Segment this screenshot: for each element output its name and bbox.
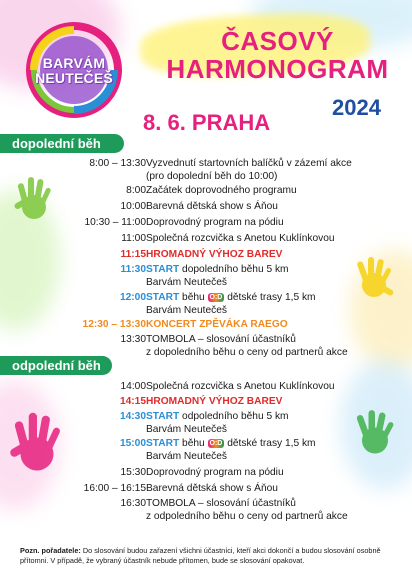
row-time: 10:30 – 11:00: [84, 217, 146, 228]
row-time: 10:00: [120, 201, 146, 212]
row-time: 8:00 – 13:30: [89, 158, 146, 169]
row-desc: KONCERT ZPĚVÁKA RAEGO: [146, 319, 288, 330]
row-time: 11:00: [121, 233, 146, 244]
event-date: 8. 6. PRAHA: [143, 110, 271, 135]
row-desc: TOMBOLA – slosování účastníků z dopoledního běhu o ceny od partnerů akce: [146, 334, 348, 358]
row-desc: Doprovodný program na pódiu: [146, 467, 284, 478]
start-label: START: [146, 264, 180, 275]
row-time: 13:30: [120, 334, 146, 345]
section-header-morning: dopolední běh: [0, 134, 124, 153]
row-time: 16:30: [120, 498, 146, 509]
row-time: 15:00: [119, 438, 146, 449]
row-time: 16:00 – 16:15: [83, 483, 146, 494]
row-desc: TOMBOLA – slosování účastníků z odpoledního běhu o ceny od partnerů akce: [146, 498, 348, 522]
note-label: Pozn. pořadatele:: [20, 546, 81, 555]
row-time: 14:30: [119, 411, 146, 422]
title-line-1: ČASOVÝ: [221, 26, 334, 56]
row-desc: START dopoledního běhu 5 km Barvám Neutečeš: [146, 264, 289, 288]
section-header-afternoon: odpolední běh: [0, 356, 112, 375]
row-time: 12:00: [119, 292, 146, 303]
start-label: START: [146, 438, 180, 449]
row-desc: START běhu O:D dětské trasy 1,5 km Barvám Neutečeš: [146, 292, 316, 316]
title-line-2: HARMONOGRAM: [166, 54, 389, 84]
row-time: 11:30: [120, 264, 146, 275]
row-desc: Barevná dětská show s Áňou: [146, 483, 278, 494]
row-desc: Společná rozcvička s Anetou Kuklínkovou: [146, 381, 335, 392]
row-time: 14:00: [120, 381, 146, 392]
row-desc: Začátek doprovodného programu: [146, 185, 297, 196]
green-handprint-icon: [12, 175, 56, 223]
row-desc: START odpoledního běhu 5 km Barvám Neutečeš: [146, 411, 289, 435]
logo-line-2: NEUTEČEŠ: [35, 70, 113, 86]
event-year: 2024: [332, 95, 381, 120]
start-label: START: [146, 411, 180, 422]
row-time: 14:15: [119, 396, 146, 407]
od-badge-icon: O:D: [209, 440, 223, 447]
note-text: Do slosování budou zařazení všichni účastníci, kteří akci dokončí a budou slosování osobně přítomni. V případě, že vybraný účastník nebude přítomen, bude se slosování opakovat.: [20, 546, 381, 565]
row-desc: Barevná dětská show s Áňou: [146, 201, 278, 212]
row-desc: Doprovodný program na pódiu: [146, 217, 284, 228]
pink-handprint-icon: [6, 410, 68, 476]
row-time: 8:00: [126, 185, 146, 196]
row-desc: HROMADNÝ VÝHOZ BAREV: [146, 249, 283, 260]
logo-line-1: BARVÁM: [42, 55, 106, 71]
start-label: START: [146, 292, 180, 303]
od-badge-icon: O:D: [209, 294, 223, 301]
row-time: 15:30: [120, 467, 146, 478]
row-desc: START běhu O:D dětské trasy 1,5 km Barvám Neutečeš: [146, 438, 316, 462]
row-time: 11:15: [120, 249, 146, 260]
row-time: 12:30 – 13:30: [82, 319, 146, 330]
organizer-note: [20, 546, 398, 566]
row-desc: HROMADNÝ VÝHOZ BAREV: [146, 396, 283, 407]
row-desc: Vyzvednutí startovních balíčků v zázemí akce (pro dopolední běh do 10:00): [146, 158, 352, 182]
row-desc: Společná rozcvička s Anetou Kuklínkovou: [146, 233, 335, 244]
